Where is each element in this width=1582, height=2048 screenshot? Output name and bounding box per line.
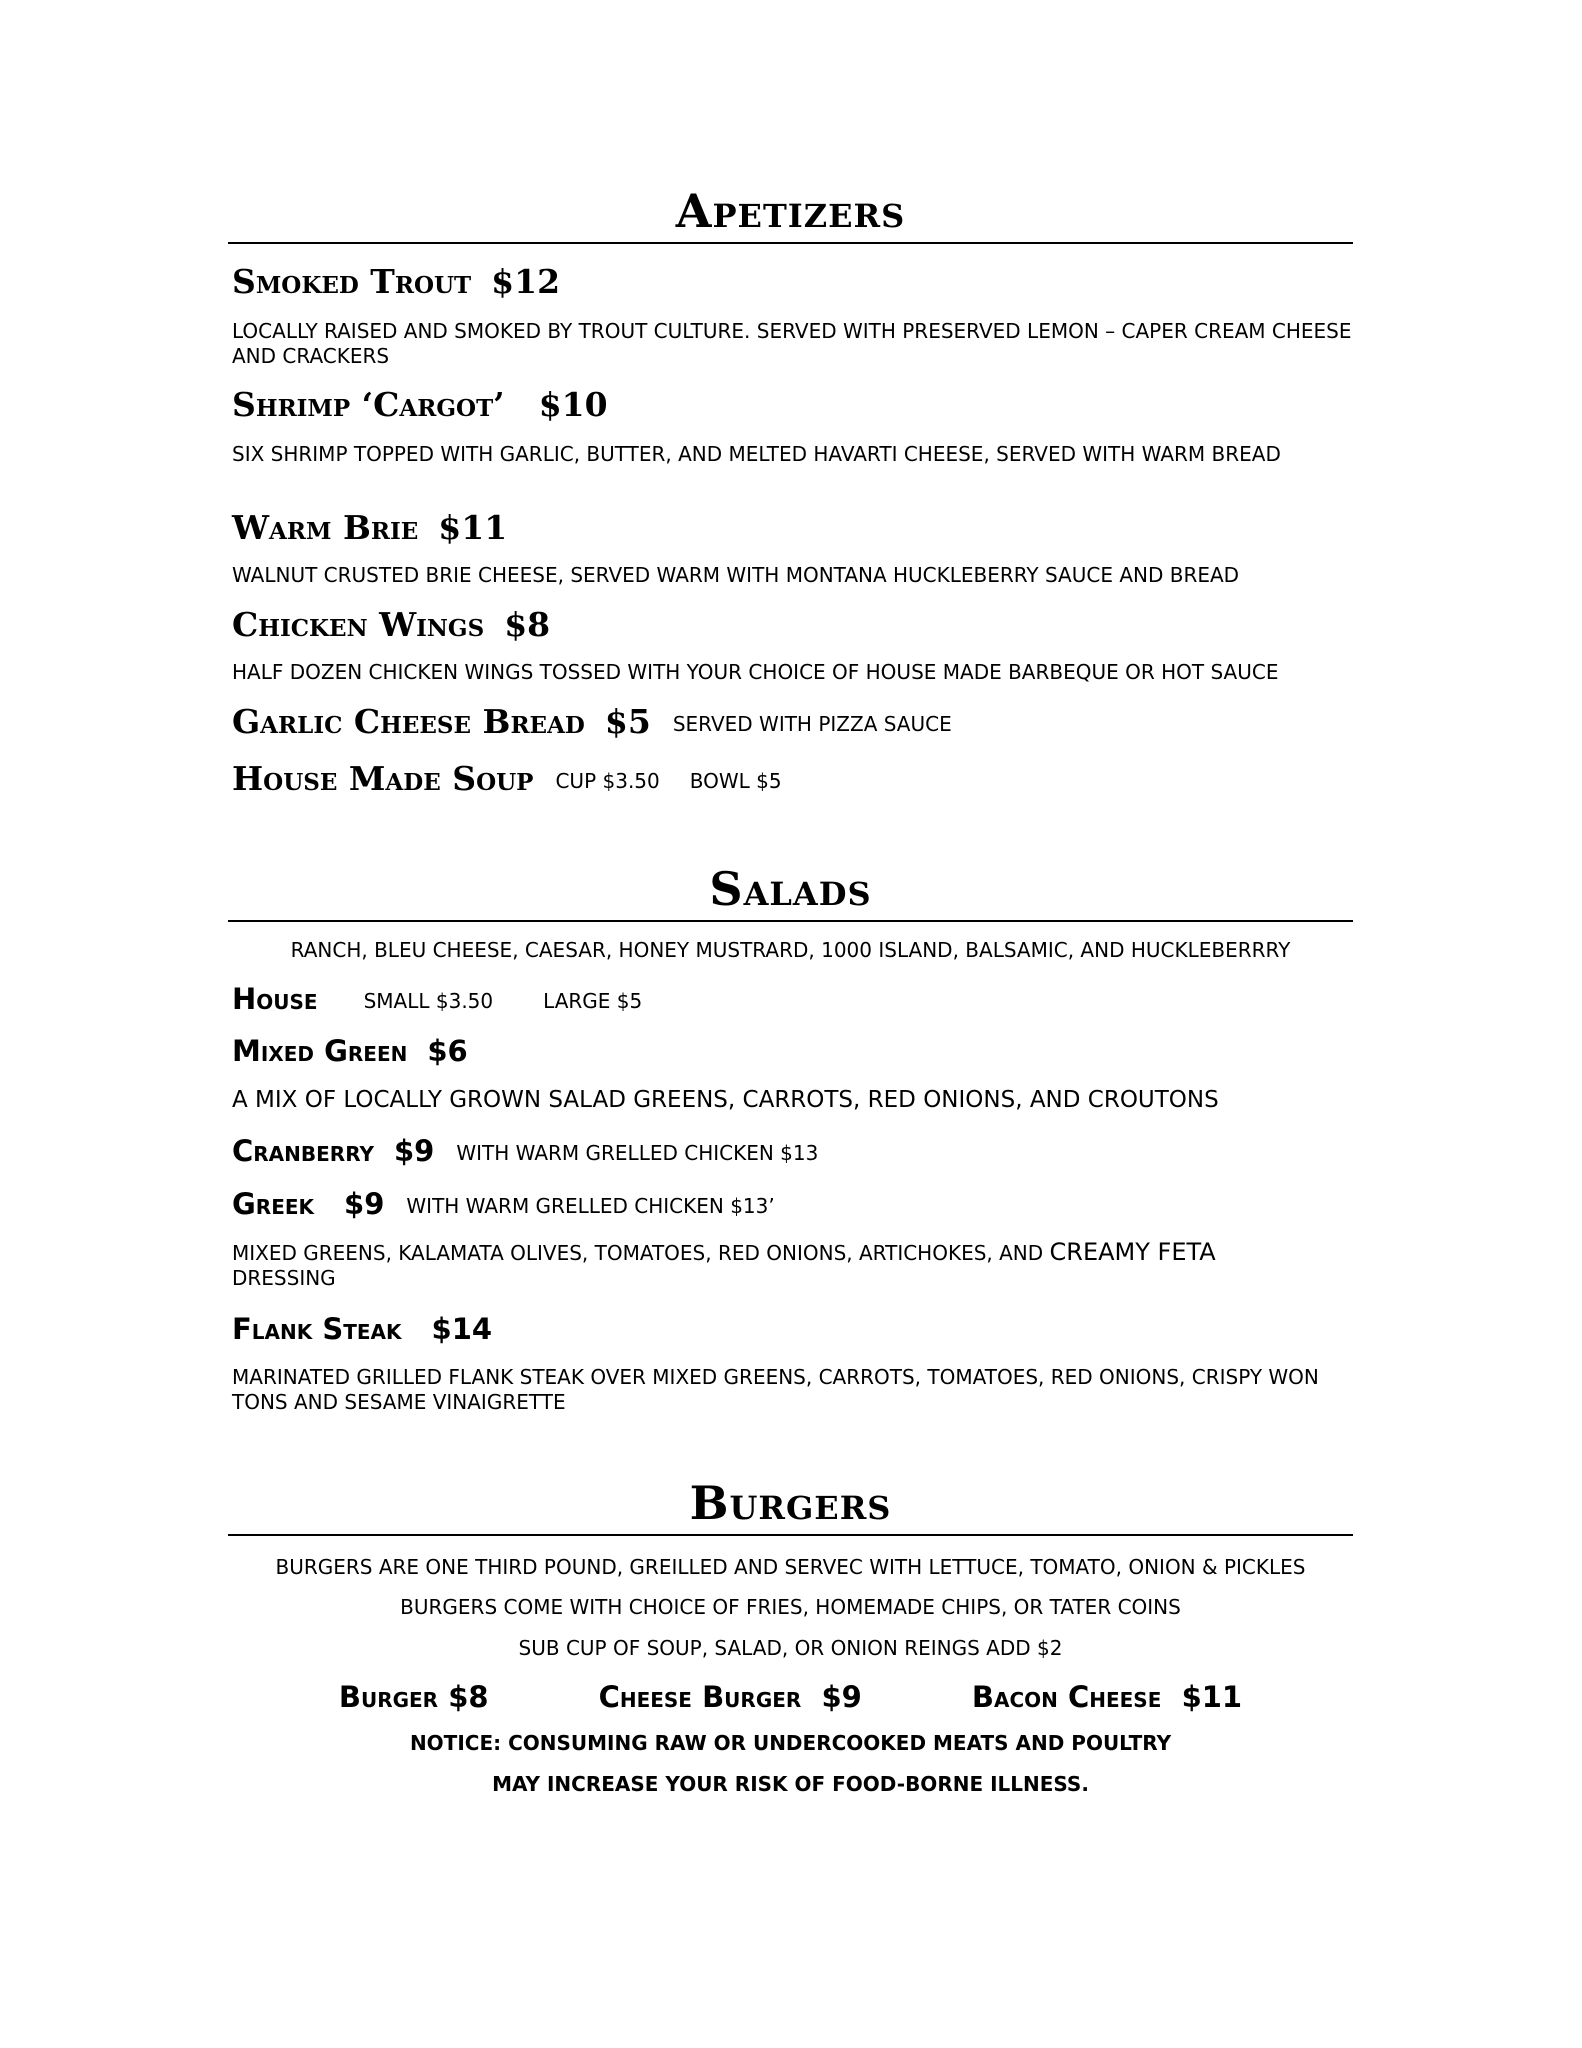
item-price: $6 [427, 1034, 468, 1068]
burger-info-line: BURGERS COME WITH CHOICE OF FRIES, HOMEMADE CHIPS, OR TATER COINS [400, 1595, 1181, 1619]
item-name: Cranberry [232, 1134, 374, 1168]
item-name: Greek [232, 1187, 315, 1221]
dressing-options: RANCH, BLEU CHEESE, CAESAR, HONEY MUSTRARD, 1000 ISLAND, BALSAMIC, AND HUCKLEBERRRY [290, 938, 1291, 962]
item-name: Bacon Cheese [971, 1680, 1162, 1714]
menu-item-shrimp-cargot [228, 385, 1353, 424]
menu-item-mixed-green [228, 1034, 1353, 1068]
burger-info-line: BURGERS ARE ONE THIRD POUND, GREILLED AND SERVEC WITH LETTUCE, TOMATO, ONION & PICKLES [275, 1555, 1306, 1579]
menu-item-cranberry [228, 1134, 1353, 1168]
item-name: House [232, 982, 318, 1016]
menu-item-smoked-trout [228, 262, 1353, 301]
item-name: Chicken Wings [232, 605, 485, 644]
item-description: SIX SHRIMP TOPPED WITH GARLIC, BUTTER, AND MELTED HAVARTI CHEESE, SERVED WITH WARM BREAD [232, 442, 1281, 466]
item-note: SERVED WITH PIZZA SAUCE [672, 712, 952, 736]
item-name: Cheese Burger [598, 1680, 802, 1714]
item-name: House Made Soup [232, 759, 534, 798]
menu-item-cheese-burger [599, 1680, 862, 1714]
burgers-title: Burgers [228, 1480, 1353, 1536]
item-price: $8 [448, 1680, 489, 1714]
item-name: Flank Steak [232, 1312, 402, 1346]
item-price: $11 [1181, 1680, 1243, 1714]
item-name: Garlic Cheese Bread [232, 702, 585, 741]
house-small-price: SMALL $3.50 [363, 989, 494, 1013]
item-name: Warm Brie [232, 508, 419, 547]
item-name: Smoked Trout [232, 262, 472, 301]
item-price: $5 [604, 702, 651, 741]
item-name: Mixed Green [232, 1034, 408, 1068]
salads-title: Salads [228, 866, 1353, 922]
house-large-price: LARGE $5 [543, 989, 643, 1013]
item-price: $8 [504, 605, 551, 644]
item-description: LOCALLY RAISED AND SMOKED BY TROUT CULTURE. SERVED WITH PRESERVED LEMON – CAPER CREAM CHEESE AND CRACKERS [232, 319, 1352, 368]
item-name: Burger [338, 1680, 439, 1714]
soup-cup-price: CUP $3.50 [555, 769, 660, 793]
item-price: $12 [491, 262, 561, 301]
greek-desc-feta: CREAMY FETA [1049, 1238, 1216, 1266]
item-price: $10 [538, 385, 608, 424]
menu-item-greek [228, 1187, 1353, 1221]
menu-item-flank-steak [228, 1312, 1353, 1346]
item-description: WALNUT CRUSTED BRIE CHEESE, SERVED WARM WITH MONTANA HUCKLEBERRY SAUCE AND BREAD [232, 563, 1240, 587]
apetizers-title: Apetizers [228, 188, 1353, 244]
menu-item-house-made-soup [228, 759, 1353, 798]
item-description: HALF DOZEN CHICKEN WINGS TOSSED WITH YOUR CHOICE OF HOUSE MADE BARBEQUE OR HOT SAUCE [232, 660, 1279, 684]
health-notice: MAY INCREASE YOUR RISK OF FOOD-BORNE ILLNESS. [492, 1772, 1089, 1796]
burger-info-line: SUB CUP OF SOUP, SALAD, OR ONION REINGS ADD $2 [518, 1636, 1063, 1660]
item-price: $11 [438, 508, 508, 547]
menu-item-bacon-cheese [972, 1680, 1242, 1714]
item-price: $14 [431, 1312, 493, 1346]
item-description: MARINATED GRILLED FLANK STEAK OVER MIXED GREENS, CARROTS, TOMATOES, RED ONIONS, CRISPY WON TONS AND SESAME VINAIGRETTE [232, 1365, 1319, 1414]
burger-options [228, 1680, 1353, 1714]
item-name: Shrimp ‘Cargot’ [232, 385, 505, 424]
item-price: $9 [821, 1680, 862, 1714]
menu-item-garlic-cheese-bread [228, 702, 1353, 741]
health-notice: NOTICE: CONSUMING RAW OR UNDERCOOKED MEATS AND POULTRY [409, 1731, 1172, 1755]
greek-desc-main: MIXED GREENS, KALAMATA OLIVES, TOMATOES, RED ONIONS, ARTICHOKES, AND [232, 1241, 1050, 1265]
menu-item-house-salad [228, 982, 1353, 1016]
item-price: $9 [344, 1187, 385, 1221]
item-note: WITH WARM GRELLED CHICKEN $13 [456, 1141, 819, 1165]
menu-item-burger [339, 1680, 489, 1714]
soup-bowl-price: BOWL $5 [689, 769, 782, 793]
menu-item-warm-brie [228, 508, 1353, 547]
item-note: WITH WARM GRELLED CHICKEN $13’ [406, 1194, 775, 1218]
item-description [228, 1240, 1353, 1291]
item-price: $9 [394, 1134, 435, 1168]
greek-desc-end: DRESSING [232, 1266, 336, 1290]
item-description: A MIX OF LOCALLY GROWN SALAD GREENS, CARROTS, RED ONIONS, AND CROUTONS [232, 1087, 1219, 1113]
menu-item-chicken-wings [228, 605, 1353, 644]
